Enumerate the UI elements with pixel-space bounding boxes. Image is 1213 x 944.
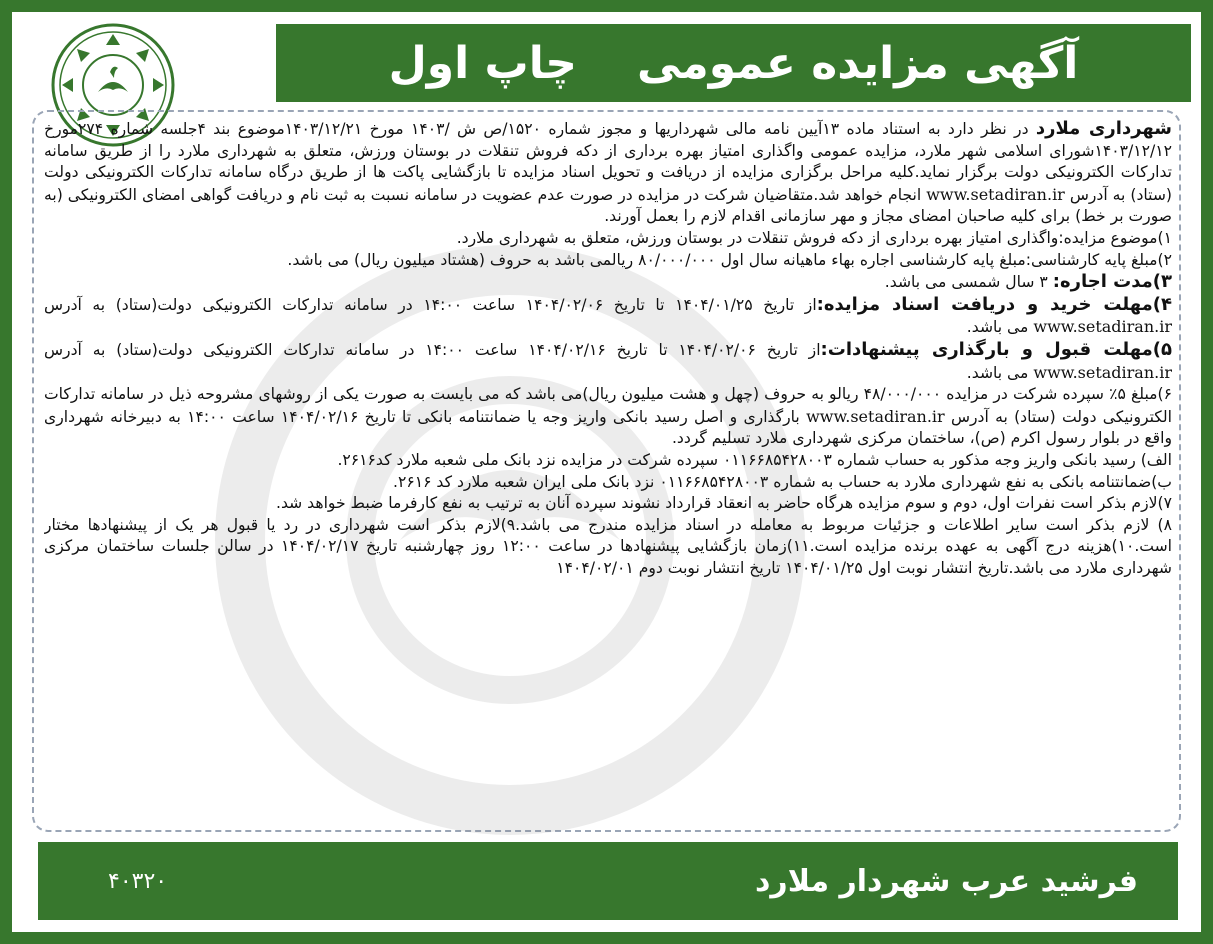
item-4-tail: می باشد. [966, 318, 1029, 337]
intro-paragraph [44, 118, 1172, 228]
item-6 [44, 384, 1172, 450]
item-5-tail: می باشد. [966, 363, 1029, 382]
intro-url-link[interactable]: www.setadiran.ir [926, 184, 1065, 204]
edition-label: چاپ اول [388, 37, 577, 89]
item-5-text: از تاریخ ۱۴۰۴/۰۲/۰۶ تا تاریخ ۱۴۰۴/۰۲/۱۶ ساعت ۱۴:۰۰ در سامانه تدارکات الکترونیکی دولت(ستاد) به آدرس [44, 340, 821, 359]
item-5 [44, 339, 1172, 384]
title-banner [276, 24, 1191, 102]
item-6-url-link[interactable]: www.setadiran.ir [806, 406, 945, 426]
item-6-alef: الف) رسید بانکی واریز وجه مذکور به حساب شماره ۰۱۱۶۶۸۵۴۲۸۰۰۳ سپرده شرکت در مزایده نزد بانک ملی شعبه ملارد کد۲۶۱۶. [337, 450, 1172, 469]
item-1: ۱)موضوع مزایده:واگذاری امتیاز بهره برداری از دکه فروش تنقلات در بوستان ورزش، متعلق به شهرداری ملارد. [456, 228, 1172, 247]
item-6-text-continued: بارگذاری و اصل رسید بانکی واریز وجه یا ضمانتنامه بانکی تا تاریخ ۱۴۰۴/۰۲/۱۶ ساعت ۱۴:۰۰ به دبیرخانه شهرداری واقع در بلوار رسول اکرم (ص)، ساختمان مرکزی شهرداری ملارد تسلیم گردد. [44, 407, 1172, 448]
item-6-text: ۶)مبلغ ۵٪ سپرده شرکت در مزایده ۴۸/۰۰۰/۰۰۰ ریالو به حروف (چهل و هشت میلیون ریال)می باشد که می بایست به صورت یکی از روشهای مشروحه ذیل در سامانه تدارکات الکترونیکی دولت (ستاد) به آدرس [44, 385, 1172, 426]
item-8: ۸) لازم بذکر است سایر اطلاعات و جزئیات مربوط به معامله در اسناد مزایده مندرج می باشد.۹)لازم بذکر است شهرداری در رد یا قبول هر یک از پیشنهادها مختار است.۱۰)هزینه درج آگهی به عهده برنده مزایده است.۱۱)زمان بازگشایی پیشنهادها در ساعت ۱۲:۰۰ روز چهارشنبه تاریخ ۱۴۰۴/۰۲/۱۷ در سالن جلسات ساختمان مرکزی شهرداری ملارد می باشد.تاریخ انتشار نوبت اول ۱۴۰۴/۰۱/۲۵ تاریخ انتشار نوبت دوم ۱۴۰۴/۰۲/۰۱ [44, 515, 1172, 577]
item-4-url-link[interactable]: www.setadiran.ir [1033, 317, 1172, 337]
intro-lead: شهرداری ملارد [1035, 118, 1172, 139]
page-title: آگهی مزایده عمومی [637, 37, 1079, 89]
item-4-text: از تاریخ ۱۴۰۴/۰۱/۲۵ تا تاریخ ۱۴۰۴/۰۲/۰۶ ساعت ۱۴:۰۰ در سامانه تدارکات الکترونیکی دولت(ستاد) به آدرس [44, 295, 817, 314]
intro-text: در نظر دارد به استناد ماده ۱۳آیین نامه مالی شهرداریها و مجوز شماره ۱۵۲۰/ص ش /۱۴۰۳ مورخ ۱۴۰۳/۱۲/۲۱موضوع بند ۴جلسه شماره ۲۷۴مورخ ۱۴۰۳/۱۲/۱۲شورای اسلامی شهر ملارد، مزایده عمومی واگذاری امتیاز بهره برداری از دکه فروش تنقلات در بوستان ورزش، متعلق به شهرداری ملارد را از طریق سامانه تدارکات الکترونیکی دولت برگزار نماید.کلیه مراحل برگزاری مزایده از دریافت و تحویل اسناد مزایده تا بازگشایی پاکت ها از طریق درگاه سامانه تدارکات الکترونیکی دولت (ستاد) به آدرس [44, 120, 1172, 204]
item-3-label: ۳)مدت اجاره: [1052, 271, 1172, 293]
item-5-url-link[interactable]: www.setadiran.ir [1033, 362, 1172, 382]
item-3-text: ۳ سال شمسی می باشد. [884, 273, 1048, 292]
item-2: ۲)مبلغ پایه کارشناسی:مبلغ پایه کارشناسی اجاره بهاء ماهیانه سال اول ۸۰/۰۰۰/۰۰۰ ریالمی باشد به حروف (هشتاد میلیون ریال) می باشد. [287, 250, 1172, 269]
item-4 [44, 294, 1172, 339]
intro-tail: انجام خواهد شد.متقاضیان شرکت در مزایده در صورت عدم عضویت در سامانه نسبت به ثبت نام و دریافت گواهی امضای الکترونیکی (به صورت بر خط) برای کلیه صاحبان امضای مجاز و مهر سازمانی اقدام لازم را بعمل آورند. [44, 185, 1172, 226]
item-3 [44, 271, 1172, 294]
item-7: ۷)لازم بذکر است نفرات اول، دوم و سوم مزایده هرگاه حاضر به انعقاد قرارداد نشوند سپرده آنان به ترتیب به نفع کارفرما ضبط خواهد شد. [276, 494, 1172, 513]
signature-banner [38, 842, 1178, 920]
item-4-label: ۴)مهلت خرید و دریافت اسناد مزایده: [816, 293, 1172, 315]
item-6-be: ب)ضمانتنامه بانکی به نفع شهرداری ملارد به حساب به شماره ۰۱۱۶۶۸۵۴۲۸۰۰۳ نزد بانک ملی ایران شعبه ملارد کد ۲۶۱۶. [392, 472, 1172, 491]
announcement-body [44, 118, 1172, 826]
mayor-signature: فرشید عرب شهردار ملارد [755, 863, 1138, 899]
ad-code: ۴۰۳۲۰ [108, 868, 168, 894]
item-5-label: ۵)مهلت قبول و بارگذاری پیشنهادات: [820, 338, 1172, 360]
